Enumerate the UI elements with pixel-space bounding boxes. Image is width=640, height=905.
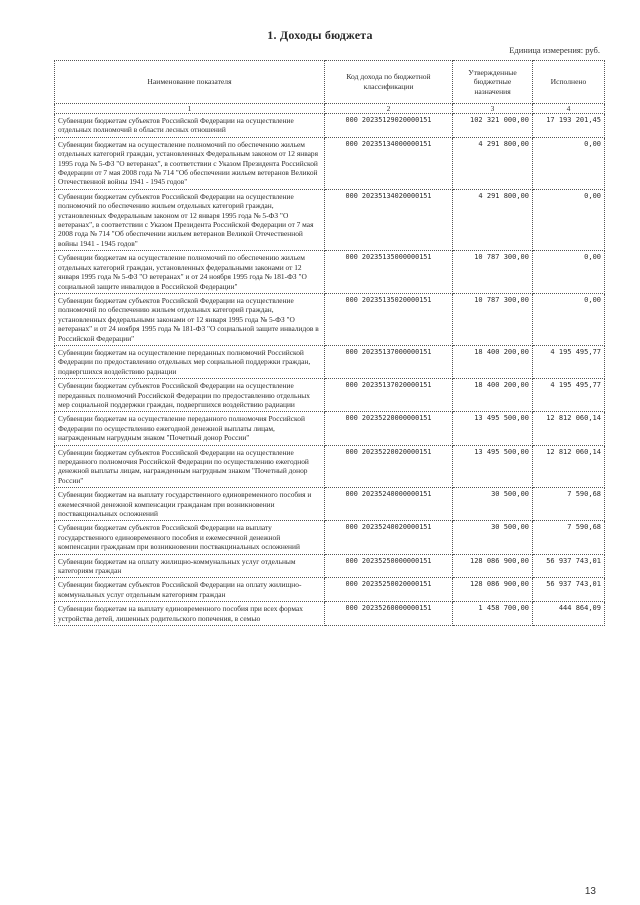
cell-approved: 13 495 500,00 (453, 445, 533, 488)
cell-executed: 4 195 495,77 (533, 379, 605, 412)
cell-income-code: 000 20235240020000151 (325, 521, 453, 554)
page-number: 13 (584, 886, 596, 897)
cell-indicator-name: Субвенции бюджетам на осуществление полномочий по обеспечению жильем отдельных категорий граждан, установленных федеральными законами от 12 января 1995 года № 5-ФЗ "О ветеранах" и от 24 ноября 1995 года № 181-ФЗ "О социальной защите инвалидов в Российской Федерации" (55, 251, 325, 294)
header-executed: Исполнено (533, 61, 605, 104)
cell-indicator-name: Субвенции бюджетам на выплату государственного единовременного пособия и ежемесячной денежной компенсации гражданам при возникновении поствакцинальных осложнений (55, 488, 325, 521)
cell-approved: 18 400 200,00 (453, 345, 533, 378)
cell-executed: 12 812 060,14 (533, 445, 605, 488)
header-indicator-name: Наименование показателя (55, 61, 325, 104)
cell-approved: 4 291 800,00 (453, 189, 533, 250)
cell-approved: 128 086 900,00 (453, 554, 533, 578)
cell-executed: 7 590,68 (533, 521, 605, 554)
cell-approved: 18 400 200,00 (453, 379, 533, 412)
cell-approved: 10 787 300,00 (453, 293, 533, 345)
cell-approved: 4 291 800,00 (453, 137, 533, 189)
cell-income-code: 000 20235135020000151 (325, 293, 453, 345)
cell-indicator-name: Субвенции бюджетам субъектов Российской Федерации на осуществление отдельных полномочий в области лесных отношений (55, 114, 325, 138)
table-row (55, 114, 605, 138)
table-row (55, 578, 605, 602)
cell-executed: 4 195 495,77 (533, 345, 605, 378)
table-row (55, 412, 605, 445)
header-income-code: Код дохода по бюджетной классификации (325, 61, 453, 104)
cell-indicator-name: Субвенции бюджетам субъектов Российской Федерации на осуществление полномочий по обеспечению жильем отдельных категорий граждан, установленных федеральными законами от 12 января 1995 года № 5-ФЗ "О ветеранах" и от 24 ноября 1995 года № 181-ФЗ "О социальной защите инвалидов в Российской Федерации" (55, 293, 325, 345)
cell-approved: 1 458 700,00 (453, 602, 533, 626)
cell-executed: 56 937 743,01 (533, 578, 605, 602)
cell-executed: 56 937 743,01 (533, 554, 605, 578)
cell-approved: 13 495 500,00 (453, 412, 533, 445)
cell-income-code: 000 20235137020000151 (325, 379, 453, 412)
cell-income-code: 000 20235135000000151 (325, 251, 453, 294)
cell-executed: 12 812 060,14 (533, 412, 605, 445)
table-row (55, 521, 605, 554)
page-title: 1. Доходы бюджета (267, 28, 373, 42)
units-label: Единица измерения: руб. (509, 45, 600, 55)
table-row (55, 345, 605, 378)
table-row (55, 379, 605, 412)
table-row (55, 137, 605, 189)
cell-income-code: 000 20235137000000151 (325, 345, 453, 378)
cell-executed: 0,00 (533, 293, 605, 345)
table-row (55, 293, 605, 345)
cell-indicator-name: Субвенции бюджетам на осуществление переданного полномочия Российской Федерации по осуществлению ежегодной денежной выплаты лицам, награжденным нагрудным знаком "Почетный донор России" (55, 412, 325, 445)
column-number: 4 (533, 104, 605, 114)
table-row (55, 488, 605, 521)
column-number: 3 (453, 104, 533, 114)
cell-executed: 0,00 (533, 189, 605, 250)
cell-indicator-name: Субвенции бюджетам на оплату жилищно-коммунальных услуг отдельным категориям граждан (55, 554, 325, 578)
cell-income-code: 000 20235250000000151 (325, 554, 453, 578)
column-number: 2 (325, 104, 453, 114)
cell-indicator-name: Субвенции бюджетам субъектов Российской Федерации на осуществление переданных полномочий Российской Федерации по предоставлению отдельных мер социальной поддержки граждан, подвергшихся воздействию радиации (55, 379, 325, 412)
cell-executed: 7 590,68 (533, 488, 605, 521)
table-row (55, 189, 605, 250)
cell-indicator-name: Субвенции бюджетам субъектов Российской Федерации на оплату жилищно-коммунальных услуг отдельным категориям граждан (55, 578, 325, 602)
cell-indicator-name: Субвенции бюджетам субъектов Российской Федерации на осуществление переданного полномочия Российской Федерации по осуществлению ежегодной денежной выплаты лицам, награжденным нагрудным знаком "Почетный донор России" (55, 445, 325, 488)
column-number: 1 (55, 104, 325, 114)
cell-indicator-name: Субвенции бюджетам субъектов Российской Федерации на осуществление полномочий по обеспечению жильем отдельных категорий граждан, установленных Федеральным законом от 12 января 1995 года № 5-ФЗ "О ветеранах", в соответствии с Указом Президента Российской Федерации от 7 мая 2008 года № 714 "Об обеспечении жильем ветеранов Великой Отечественной войны 1941 - 1945 годов" (55, 189, 325, 250)
table-row (55, 554, 605, 578)
cell-indicator-name: Субвенции бюджетам субъектов Российской Федерации на выплату государственного единовременного пособия и ежемесячной денежной компенсации гражданам при возникновении поствакцинальных осложнений (55, 521, 325, 554)
cell-income-code: 000 20235134020000151 (325, 189, 453, 250)
cell-income-code: 000 20235260000000151 (325, 602, 453, 626)
table-row (55, 445, 605, 488)
column-numbers-row (55, 104, 605, 114)
cell-approved: 30 500,00 (453, 488, 533, 521)
cell-income-code: 000 20235129020000151 (325, 114, 453, 138)
cell-executed: 17 193 201,45 (533, 114, 605, 138)
cell-income-code: 000 20235134000000151 (325, 137, 453, 189)
cell-approved: 30 500,00 (453, 521, 533, 554)
cell-income-code: 000 20235250020000151 (325, 578, 453, 602)
budget-income-table (54, 60, 605, 626)
cell-indicator-name: Субвенции бюджетам на выплату единовременного пособия при всех формах устройства детей, лишенных родительского попечения, в семью (55, 602, 325, 626)
table-row (55, 251, 605, 294)
table-header-row (55, 61, 605, 104)
header-approved: Утвержденные бюджетные назначения (453, 61, 533, 104)
cell-executed: 0,00 (533, 251, 605, 294)
cell-income-code: 000 20235220000000151 (325, 412, 453, 445)
cell-indicator-name: Субвенции бюджетам на осуществление переданных полномочий Российской Федерации по предоставлению отдельных мер социальной поддержки граждан, подвергшихся воздействию радиации (55, 345, 325, 378)
cell-income-code: 000 20235220020000151 (325, 445, 453, 488)
cell-approved: 128 086 900,00 (453, 578, 533, 602)
table-row (55, 602, 605, 626)
cell-income-code: 000 20235240000000151 (325, 488, 453, 521)
cell-approved: 10 787 300,00 (453, 251, 533, 294)
cell-indicator-name: Субвенции бюджетам на осуществление полномочий по обеспечению жильем отдельных категорий граждан, установленных Федеральным законом от 12 января 1995 года № 5-ФЗ "О ветеранах", в соответствии с Указом Президента Российской Федерации от 7 мая 2008 года № 714 "Об обеспечении жильем ветеранов Великой Отечественной войны 1941 - 1945 годов" (55, 137, 325, 189)
cell-executed: 0,00 (533, 137, 605, 189)
cell-executed: 444 864,09 (533, 602, 605, 626)
cell-approved: 102 321 000,00 (453, 114, 533, 138)
